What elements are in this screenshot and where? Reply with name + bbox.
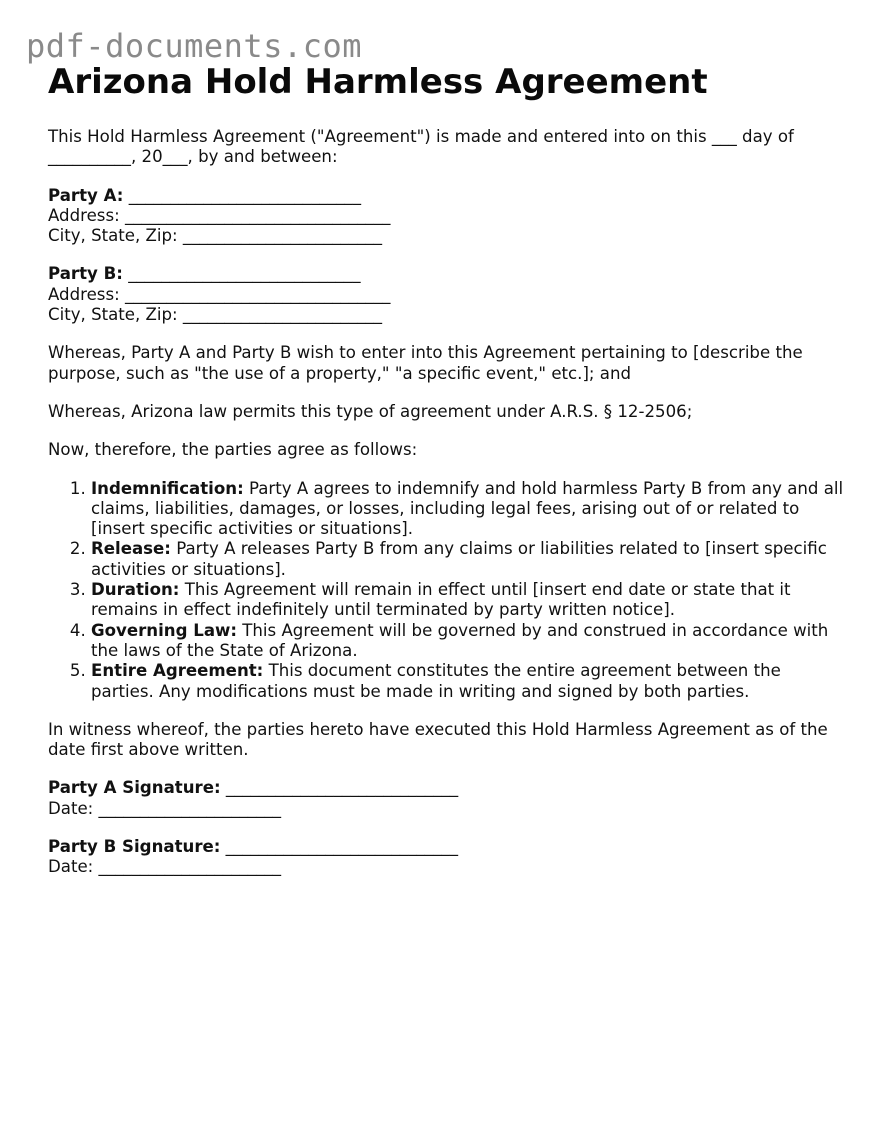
party-b-name-line bbox=[48, 264, 848, 284]
clause-heading: Release: bbox=[91, 539, 171, 559]
signature-a-label: Party A Signature: bbox=[48, 778, 221, 798]
witness-paragraph: In witness whereof, the parties hereto have executed this Hold Harmless Agreement as of the date first above written. bbox=[48, 719, 828, 760]
signature-b-blank: ____________________________ bbox=[220, 837, 458, 857]
party-b-label: Party B: bbox=[48, 264, 123, 284]
whereas-purpose-paragraph: Whereas, Party A and Party B wish to enter into this Agreement pertaining to [describe the purpose, such as "the use of a property," "a specific event," etc.]; and bbox=[48, 343, 803, 383]
signature-a-date-line: Date: ______________________ bbox=[48, 798, 282, 818]
party-a-label: Party A: bbox=[48, 185, 124, 205]
clause-text: Party A agrees to indemnify and hold harmless Party B from any and all claims, liabilities, damages, or losses, including legal fees, arising out of or related to [insert specific activities or situations]. bbox=[91, 478, 844, 539]
party-a-city-line: City, State, Zip: ________________________ bbox=[48, 226, 383, 246]
clause-item-governing-law bbox=[91, 621, 848, 662]
clause-heading: Duration: bbox=[91, 580, 180, 600]
clause-item-indemnification bbox=[91, 479, 848, 540]
party-b-city-line: City, State, Zip: ________________________ bbox=[48, 305, 383, 325]
signature-b-block bbox=[48, 837, 848, 878]
party-a-name-blank: ____________________________ bbox=[123, 185, 362, 205]
signature-a-block bbox=[48, 778, 848, 819]
signature-b-label: Party B Signature: bbox=[48, 837, 221, 857]
watermark: pdf-documents.com bbox=[26, 27, 363, 65]
clause-heading: Entire Agreement: bbox=[91, 661, 264, 681]
clause-text: This Agreement will remain in effect until [insert end date or state that it remains in effect indefinitely until terminated by party written notice]. bbox=[91, 580, 791, 620]
clause-heading: Indemnification: bbox=[91, 478, 244, 498]
clause-text: This Agreement will be governed by and construed in accordance with the laws of the State of Arizona. bbox=[91, 620, 829, 660]
clause-text: This document constitutes the entire agreement between the parties. Any modifications must be made in writing and signed by both parties. bbox=[91, 661, 781, 701]
signature-b-date-line: Date: ______________________ bbox=[48, 857, 282, 877]
clause-item-release bbox=[91, 539, 848, 580]
signature-a-blank: ____________________________ bbox=[220, 778, 459, 798]
clause-item-entire-agreement bbox=[91, 661, 848, 702]
document-title: Arizona Hold Harmless Agreement bbox=[48, 62, 708, 102]
party-b-address-line: Address: ________________________________ bbox=[48, 284, 391, 304]
intro-line-1: This Hold Harmless Agreement ("Agreement") is made and entered into on this ___ day of bbox=[48, 127, 794, 146]
whereas-law-paragraph: Whereas, Arizona law permits this type of agreement under A.R.S. § 12-2506; bbox=[48, 401, 693, 421]
intro-paragraph bbox=[48, 127, 848, 168]
party-a-address-line: Address: ________________________________ bbox=[48, 205, 391, 225]
signature-a-line bbox=[48, 778, 848, 798]
clause-heading: Governing Law: bbox=[91, 620, 237, 640]
intro-line-2: __________, 20___, by and between: bbox=[48, 147, 338, 167]
clause-item-duration bbox=[91, 580, 848, 621]
clause-text: Party A releases Party B from any claims or liabilities related to [insert specific activities or situations]. bbox=[91, 539, 827, 579]
now-therefore-paragraph: Now, therefore, the parties agree as follows: bbox=[48, 440, 418, 460]
document-page bbox=[48, 60, 848, 878]
party-a-name-line bbox=[48, 186, 848, 206]
party-b-name-blank: ____________________________ bbox=[122, 264, 361, 284]
clauses-list bbox=[48, 479, 848, 702]
signature-b-line bbox=[48, 837, 848, 857]
party-b-block bbox=[48, 264, 848, 325]
party-a-block bbox=[48, 186, 848, 247]
